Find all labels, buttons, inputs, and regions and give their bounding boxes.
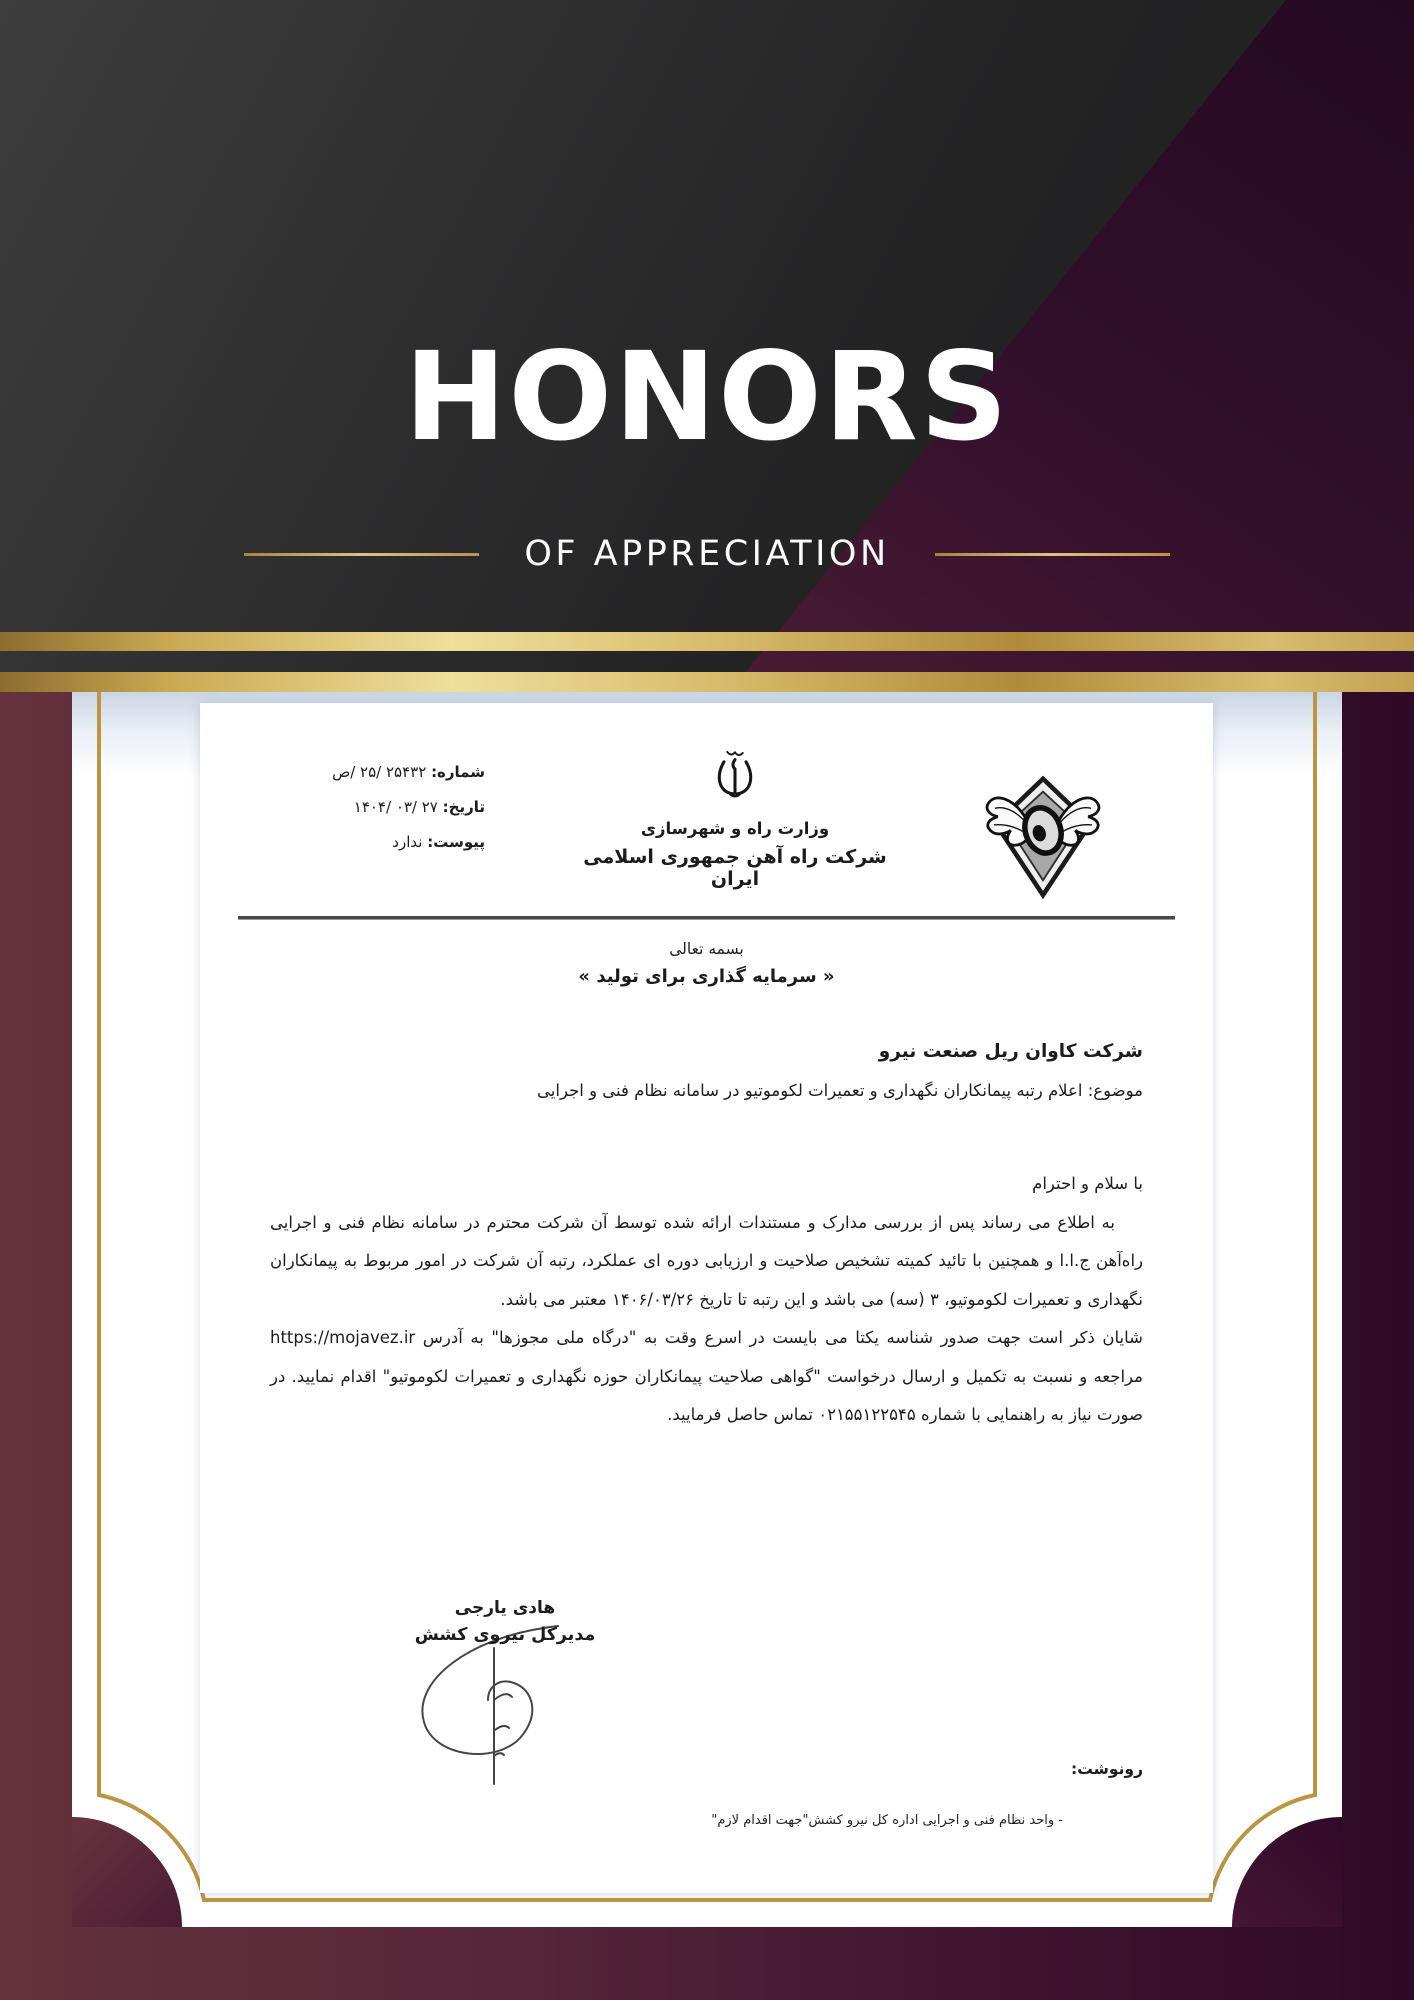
letter-date-label: تاریخ:	[442, 798, 485, 816]
letter-meta	[275, 755, 485, 860]
letter-date-row	[275, 790, 485, 825]
banner-subtitle-row	[0, 533, 1414, 575]
iran-national-emblem-icon	[707, 743, 763, 805]
subtitle-right-dash	[935, 553, 1170, 556]
letterhead-divider	[238, 916, 1175, 920]
banner-title: HONORS	[404, 326, 1010, 468]
ministry-name: وزارت راه و شهرسازی	[640, 819, 830, 838]
subject-line: موضوع: اعلام رتبه پیمانکاران نگهداری و تعمیرات لکوموتیو در سامانه نظام فنی و اجرایی	[537, 1081, 1143, 1100]
letter-number-row	[275, 755, 485, 790]
banner-subtitle: OF APPRECIATION	[524, 534, 890, 574]
body-paragraph-1: به اطلاع می رساند پس از بررسی مدارک و مستندات ارائه شده توسط آن شرکت محترم در سامانه نظام فنی و اجرایی راه‌آهن ج.ا.ا و همچنین با تائید کمیته تشخیص صلاحیت و ارزیابی دوره ای عملکرد، رتبه آن شرکت در امور مربوط به پیمانکاران نگهداری و تعمیرات لکوموتیو، ۳ (سه) می باشد و این رتبه تا تاریخ ۱۴۰۶/۰۳/۲۶ معتبر می باشد.	[270, 1212, 1143, 1309]
letter-attachment-label: پیوست:	[427, 833, 485, 851]
recipient-company: شرکت کاوان ریل صنعت نیرو	[878, 1041, 1143, 1062]
letter-page	[200, 703, 1213, 1893]
greeting-line: با سلام و احترام	[1032, 1174, 1143, 1193]
letterhead-center	[560, 743, 910, 890]
cc-item: - واحد نظام فنی و اجرایی اداره کل نیرو کشش"جهت اقدام لازم"	[711, 1813, 1063, 1828]
letter-number-label: شماره:	[431, 763, 485, 781]
cc-label: رونوشت:	[1071, 1760, 1143, 1778]
letter-attachment-value: ندارد	[392, 833, 423, 851]
gold-band-top	[0, 632, 1414, 651]
railways-winged-wheel-logo-icon	[983, 769, 1103, 903]
railways-company-name: شرکت راه آهن جمهوری اسلامی ایران	[583, 846, 887, 890]
letter-body	[200, 1165, 1213, 1435]
signatory-title: مدیرکل نیروی کشش	[414, 1625, 596, 1645]
gold-band-bottom	[0, 672, 1414, 692]
body-paragraph-2: شایان ذکر است جهت صدور شناسه یکتا می بایست در اسرع وقت به "درگاه ملی مجوزها" به آدرس https://mojavez.ir مراجعه و نسبت به تکمیل و ارسال درخواست "گواهی صلاحیت پیمانکاران حوزه نگهداری و تعمیرات لکوموتیو" اقدام نمایید. در صورت نیاز به راهنمایی با شماره ۰۲۱۵۵۱۲۲۵۴۵ تماس حاصل فرمایید.	[270, 1328, 1143, 1424]
letter-date-value: ۱۴۰۴/ ۰۳/ ۲۷	[353, 798, 438, 816]
certificate-card	[72, 692, 1342, 1927]
subtitle-left-dash	[244, 553, 479, 556]
letter-number-value: ۲۵۴۳۲ /۲۵ /ص	[332, 763, 427, 781]
year-slogan: « سرمایه گذاری برای تولید »	[578, 966, 835, 987]
banner	[0, 0, 1414, 673]
signature-block	[340, 1598, 670, 1873]
letter-attachment-row	[275, 825, 485, 860]
basmala-text: بسمه تعالی	[669, 940, 744, 958]
signatory-name: هادی یارجی	[454, 1598, 556, 1618]
